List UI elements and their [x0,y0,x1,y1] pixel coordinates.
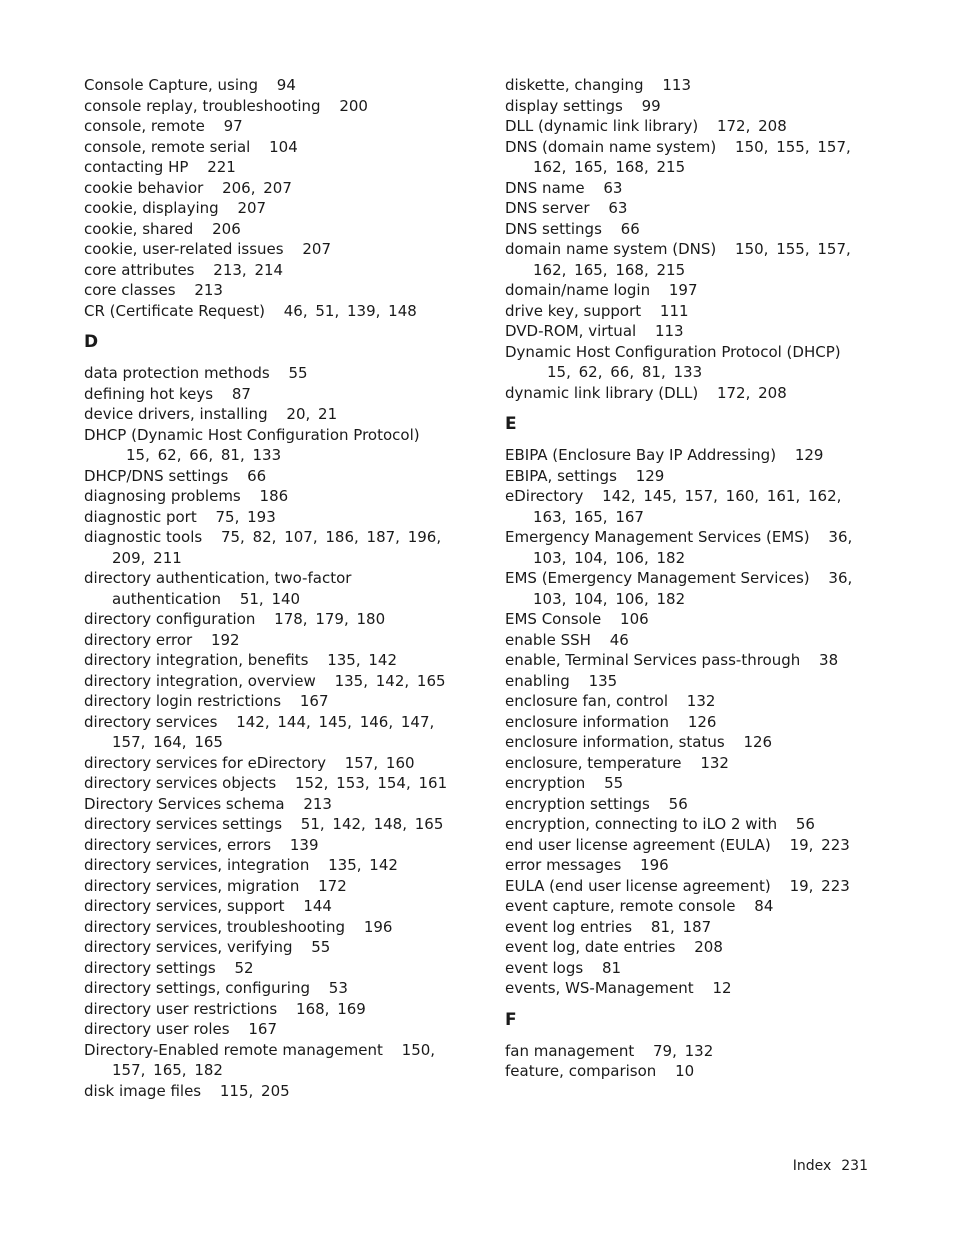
index-pages: 150, 155, 157, 162, 165, 168, 215 [533,240,851,279]
index-term: EBIPA (Enclosure Bay IP Addressing) [505,446,777,464]
index-pages: 167 [248,1020,278,1038]
index-entry [84,835,456,856]
index-pages: 206 [212,219,241,238]
index-entry [84,157,456,178]
index-pages: 66 [620,219,640,238]
index-entry [505,445,865,466]
index-pages: 38 [819,651,839,669]
index-entry [84,794,456,815]
index-pages: 113 [654,322,684,340]
index-term: directory services settings [84,815,283,833]
index-term: Dynamic Host Configuration Protocol (DHCP) [505,342,841,361]
index-term: diagnostic port [84,507,197,526]
index-pages: 192 [210,630,240,649]
index-pages: 135, 142 [328,856,398,874]
index-pages: 51, 142, 148, 165 [300,815,444,833]
index-entry [84,876,456,897]
index-entry [505,342,865,383]
index-term: cookie behavior [84,178,204,197]
index-term: dynamic link library (DLL) [505,383,699,402]
index-term: EULA (end user license agreement) [505,876,771,895]
index-pages: 172 [318,876,347,895]
index-pages: 15, 62, 66, 81, 133 [126,446,282,464]
index-term: directory authentication, two-factor authentication [84,569,352,608]
index-term: enabling [505,671,570,690]
index-pages: 104 [269,137,298,156]
index-term: directory services, verifying [84,938,293,956]
index-term: directory user restrictions [84,999,278,1018]
index-term: DVD-ROM, virtual [505,322,637,340]
index-term: EMS (Emergency Management Services) [505,569,810,587]
index-entry [505,116,865,137]
index-pages: 87 [231,384,251,403]
index-entry [505,958,865,979]
index-pages: 206, 207 [222,178,292,197]
index-entry [84,978,456,999]
index-entry [84,239,456,260]
index-pages: 126 [687,712,717,731]
index-entry [84,1081,456,1102]
index-entry [505,1061,865,1082]
index-entry [505,691,865,712]
index-entry [505,835,865,856]
index-entry [505,383,865,404]
index-entry [84,999,456,1020]
index-term: Console Capture, using [84,76,259,94]
index-pages: 167 [299,692,329,710]
index-entry [84,958,456,979]
index-pages: 213 [194,281,223,299]
index-entry [505,239,865,280]
index-term: Emergency Management Services (EMS) [505,528,810,546]
index-term: Directory-Enabled remote management [84,1040,383,1059]
index-term: event capture, remote console [505,897,736,915]
index-pages: 139 [289,835,319,854]
index-term: event log entries [505,917,633,936]
index-term: directory services objects [84,774,277,792]
index-term: console, remote [84,117,205,135]
index-entry [84,609,456,630]
index-pages: 19, 223 [789,876,850,895]
index-entry [84,691,456,712]
index-term: enclosure fan, control [505,692,668,710]
index-term: display settings [505,96,623,115]
index-pages: 51, 140 [239,589,301,608]
index-pages: 84 [754,897,774,915]
index-pages: 197 [668,281,698,299]
index-pages: 94 [276,76,296,94]
index-entry [84,773,456,794]
index-column-right [505,75,865,1082]
index-term: encryption [505,774,586,792]
index-term: event log, date entries [505,938,676,956]
index-pages: 126 [743,733,773,751]
index-term: core classes [84,281,176,299]
index-pages: 142, 145, 157, 160, 161, 162, 163, 165, 167 [533,487,842,526]
index-term: directory services, errors [84,835,272,854]
footer-page-number: 231 [841,1158,868,1174]
index-term: directory services, integration [84,856,310,874]
index-pages: 129 [635,466,665,485]
index-term: disk image files [84,1081,202,1100]
index-term: core attributes [84,260,195,279]
index-term: directory settings [84,958,216,977]
index-pages: 135, 142 [327,651,398,669]
index-term: directory integration, overview [84,671,316,690]
index-entry [84,1040,456,1081]
index-pages: 99 [641,96,661,115]
index-term: enable, Terminal Services pass-through [505,651,801,669]
index-pages: 63 [603,178,623,197]
index-term: data protection methods [84,364,270,382]
index-pages: 221 [207,158,236,176]
index-term: directory configuration [84,610,256,628]
index-entry [505,486,865,527]
index-term: cookie, user-related issues [84,240,284,258]
index-entry [505,280,865,301]
index-entry [505,978,865,999]
index-pages: 55 [311,938,331,956]
index-entry [84,650,456,671]
index-entry [84,219,456,240]
index-entry [84,363,456,384]
index-pages: 79, 132 [653,1041,714,1060]
index-pages: 46 [609,630,629,649]
index-pages: 56 [668,794,688,813]
index-term: encryption, connecting to iLO 2 with [505,815,778,833]
index-pages: 36, 103, 104, 106, 182 [533,569,853,608]
index-pages: 81 [601,958,622,977]
index-pages: 132 [700,753,729,772]
index-pages: 129 [794,446,824,464]
index-term: directory user roles [84,1020,230,1038]
index-entry [84,384,456,405]
index-term: EMS Console [505,610,602,628]
page-footer [793,1158,868,1174]
index-entry [84,260,456,281]
index-term: directory services, migration [84,876,300,895]
index-letter-heading [505,414,865,434]
index-term: console, remote serial [84,137,251,156]
index-entry [84,116,456,137]
index-pages: 113 [662,76,692,94]
index-entry [505,671,865,692]
index-entry [505,753,865,774]
index-entry [84,96,456,117]
index-entry [505,896,865,917]
index-pages: 19, 223 [789,835,850,854]
index-term: directory services for eDirectory [84,753,326,772]
index-term: domain name system (DNS) [505,240,717,258]
index-term: end user license agreement (EULA) [505,835,771,854]
index-pages: 56 [795,815,815,833]
index-term: events, WS-Management [505,979,694,997]
index-pages: 207 [302,240,331,258]
index-entry [505,712,865,733]
index-pages: 97 [223,117,243,135]
index-term: enable SSH [505,630,591,649]
index-entry [505,855,865,876]
index-entry [84,630,456,651]
index-entry [505,137,865,178]
index-pages: 75, 82, 107, 186, 187, 196, 209, 211 [112,528,442,567]
index-pages: 46, 51, 139, 148 [283,301,417,320]
index-pages: 207 [237,199,267,217]
index-pages: 168, 169 [296,999,366,1018]
index-pages: 15, 62, 66, 81, 133 [547,363,703,381]
index-entry [84,425,456,466]
index-entry [505,1041,865,1062]
index-term: enclosure information [505,712,670,731]
index-pages: 200 [339,96,368,115]
index-entry [84,178,456,199]
index-entry [84,280,456,301]
index-pages: 213 [303,794,332,813]
index-pages: 135 [588,671,618,690]
index-entry [505,219,865,240]
index-entry [505,650,865,671]
index-pages: 172, 208 [716,383,787,402]
index-entry [505,937,865,958]
index-term: directory services, troubleshooting [84,917,346,936]
index-term: directory services [84,712,218,731]
index-column-left [84,75,456,1101]
index-entry [505,568,865,609]
index-term: DHCP/DNS settings [84,466,229,485]
letter-text: D [84,332,99,352]
index-entry [505,75,865,96]
index-pages: 12 [712,979,732,997]
index-pages: 52 [234,958,254,977]
letter-text: E [505,414,517,434]
index-term: cookie, shared [84,219,194,238]
index-term: fan management [505,1041,635,1060]
index-entry [84,937,456,958]
index-term: diskette, changing [505,76,644,94]
index-term: CR (Certificate Request) [84,301,265,320]
index-term: directory login restrictions [84,692,282,710]
index-term: event logs [505,958,584,977]
index-entry [505,732,865,753]
index-entry [84,404,456,425]
index-pages: 63 [608,199,628,217]
index-term: directory services, support [84,897,285,915]
index-term: directory error [84,630,193,649]
index-entry [505,301,865,322]
index-term: DNS name [505,178,585,197]
index-pages: 142, 144, 145, 146, 147, 157, 164, 165 [112,712,435,751]
index-entry [505,773,865,794]
index-term: DNS settings [505,219,602,238]
index-term: directory settings, configuring [84,979,310,997]
index-entry [84,896,456,917]
index-entry [84,507,456,528]
index-term: enclosure information, status [505,733,725,751]
index-entry [505,198,865,219]
index-entry [505,527,865,568]
index-entry [505,917,865,938]
index-term: DLL (dynamic link library) [505,117,699,135]
index-pages: 178, 179, 180 [274,610,386,628]
index-pages: 186 [259,487,289,505]
index-entry [84,137,456,158]
index-pages: 66 [247,466,267,485]
footer-label: Index [792,1158,832,1174]
index-entry [505,321,865,342]
index-entry [84,917,456,938]
index-pages: 150, 155, 157, 162, 165, 168, 215 [533,137,851,176]
index-term: diagnostic tools [84,528,203,546]
index-pages: 196 [640,856,669,874]
index-pages: 213, 214 [213,260,284,279]
index-term: DNS (domain name system) [505,137,717,156]
index-entry [505,814,865,835]
index-term: EBIPA, settings [505,466,617,485]
index-pages: 20, 21 [286,405,338,423]
index-pages: 144 [303,897,332,915]
index-pages: 81, 187 [650,917,712,936]
index-entry [84,466,456,487]
index-pages: 53 [328,979,348,997]
index-pages: 172, 208 [716,117,787,135]
index-entry [84,198,456,219]
index-term: encryption settings [505,794,650,813]
index-entry [84,75,456,96]
index-entry [84,712,456,753]
index-entry [505,630,865,651]
index-letter-heading [84,332,456,352]
index-term: directory integration, benefits [84,651,309,669]
index-entry [84,568,456,609]
index-entry [84,753,456,774]
index-entry [505,178,865,199]
index-term: DHCP (Dynamic Host Configuration Protocol) [84,425,420,444]
index-term: domain/name login [505,281,651,299]
index-pages: 75, 193 [215,507,276,526]
index-term: cookie, displaying [84,199,219,217]
index-entry [505,794,865,815]
index-pages: 135, 142, 165 [334,671,446,690]
index-pages: 115, 205 [219,1081,290,1100]
index-term: device drivers, installing [84,405,268,423]
index-entry [505,876,865,897]
index-term: defining hot keys [84,384,214,403]
letter-text: F [505,1009,517,1030]
index-term: drive key, support [505,301,642,320]
index-entry [84,301,456,322]
index-term: contacting HP [84,158,189,176]
index-pages: 55 [288,364,308,382]
index-term: eDirectory [505,487,584,505]
index-term: diagnosing problems [84,487,241,505]
index-pages: 132 [686,692,716,710]
index-pages: 208 [694,938,723,956]
index-entry [505,466,865,487]
index-term: console replay, troubleshooting [84,96,321,115]
index-entry [84,855,456,876]
index-entry [84,486,456,507]
index-pages: 10 [675,1062,695,1080]
index-pages: 36, 103, 104, 106, 182 [533,528,853,567]
index-pages: 152, 153, 154, 161 [295,774,448,792]
index-entry [505,609,865,630]
index-pages: 150, 157, 165, 182 [112,1040,436,1079]
index-term: Directory Services schema [84,794,285,813]
index-term: feature, comparison [505,1062,657,1080]
index-term: DNS server [505,199,590,217]
index-pages: 196 [363,917,393,936]
index-entry [84,671,456,692]
index-term: enclosure, temperature [505,753,682,772]
index-pages: 157, 160 [344,753,415,772]
index-entry [84,527,456,568]
index-entry [84,814,456,835]
index-pages: 55 [604,774,624,792]
index-letter-heading [505,1010,865,1030]
index-term: error messages [505,856,622,874]
index-pages: 106 [620,610,649,628]
index-entry [505,96,865,117]
index-entry [84,1019,456,1040]
index-pages: 111 [659,301,689,320]
